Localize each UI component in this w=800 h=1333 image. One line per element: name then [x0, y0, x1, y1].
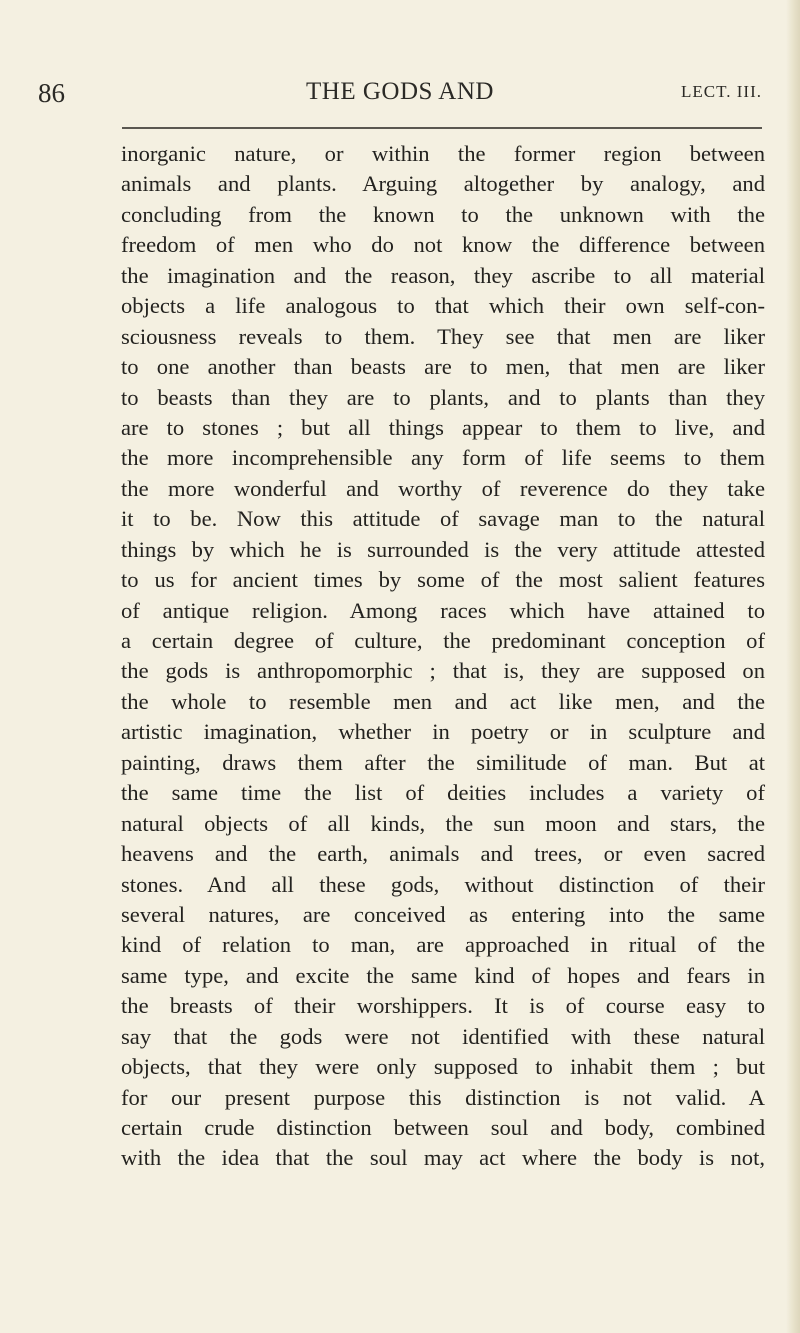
- text-line: with the idea that the soul may act where the body is not,: [121, 1145, 765, 1171]
- text-line: to beasts than they are to plants, and to plants than they: [121, 384, 765, 410]
- text-line: the whole to resemble men and act like men, and the: [121, 688, 765, 714]
- text-line: painting, draws them after the similitude of man. But at: [121, 749, 765, 775]
- running-title: THE GODS AND: [306, 78, 494, 105]
- text-line: things by which he is surrounded is the very attitude attested: [121, 536, 765, 562]
- text-line: are to stones ; but all things appear to them to live, and: [121, 414, 765, 440]
- text-line: to us for ancient times by some of the most salient features: [121, 567, 765, 593]
- body-text: [121, 139, 765, 1174]
- text-line: the same time the list of deities includes a variety of: [121, 780, 765, 806]
- text-line: freedom of men who do not know the difference between: [121, 232, 765, 258]
- text-line: a certain degree of culture, the predominant conception of: [121, 628, 765, 653]
- text-line: for our present purpose this distinction is not valid. A: [121, 1084, 765, 1110]
- text-line: say that the gods were not identified with these natural: [121, 1023, 765, 1049]
- text-line: natural objects of all kinds, the sun moon and stars, the: [121, 810, 765, 836]
- text-line: the breasts of their worshippers. It is of course easy to: [121, 993, 765, 1019]
- text-line: heavens and the earth, animals and trees, or even sacred: [121, 841, 765, 867]
- text-line: of antique religion. Among races which have attained to: [121, 597, 765, 623]
- text-line: inorganic nature, or within the former region between: [121, 141, 765, 166]
- text-line: animals and plants. Arguing altogether by analogy, and: [121, 171, 765, 197]
- text-line: sciousness reveals to them. They see that men are liker: [121, 323, 765, 349]
- text-line: the more incomprehensible any form of life seems to them: [121, 445, 765, 471]
- text-line: artistic imagination, whether in poetry or in sculpture and: [121, 719, 765, 745]
- text-line: certain crude distinction between soul and body, combined: [121, 1115, 765, 1140]
- text-line: several natures, are conceived as entering into the same: [121, 901, 765, 927]
- page-edge-shadow: [786, 0, 800, 1333]
- text-line: the imagination and the reason, they ascribe to all material: [121, 262, 765, 288]
- page-header: [38, 78, 762, 110]
- text-line: objects, that they were only supposed to inhabit them ; but: [121, 1054, 765, 1080]
- text-line: the gods is anthropomorphic ; that is, they are supposed on: [121, 658, 765, 684]
- text-line: kind of relation to man, are approached in ritual of the: [121, 932, 765, 958]
- text-line: concluding from the known to the unknown with the: [121, 201, 765, 227]
- page-number: 86: [38, 78, 65, 108]
- lecture-reference: LECT. III.: [681, 82, 762, 101]
- text-line: it to be. Now this attitude of savage man to the natural: [121, 506, 765, 532]
- text-line: the more wonderful and worthy of reverence do they take: [121, 475, 765, 501]
- text-line: objects a life analogous to that which their own self-con-: [121, 293, 765, 319]
- text-line: stones. And all these gods, without distinction of their: [121, 871, 765, 897]
- header-rule: [122, 127, 762, 129]
- text-line: to one another than beasts are to men, that men are liker: [121, 354, 765, 380]
- text-line: same type, and excite the same kind of hopes and fears in: [121, 962, 765, 988]
